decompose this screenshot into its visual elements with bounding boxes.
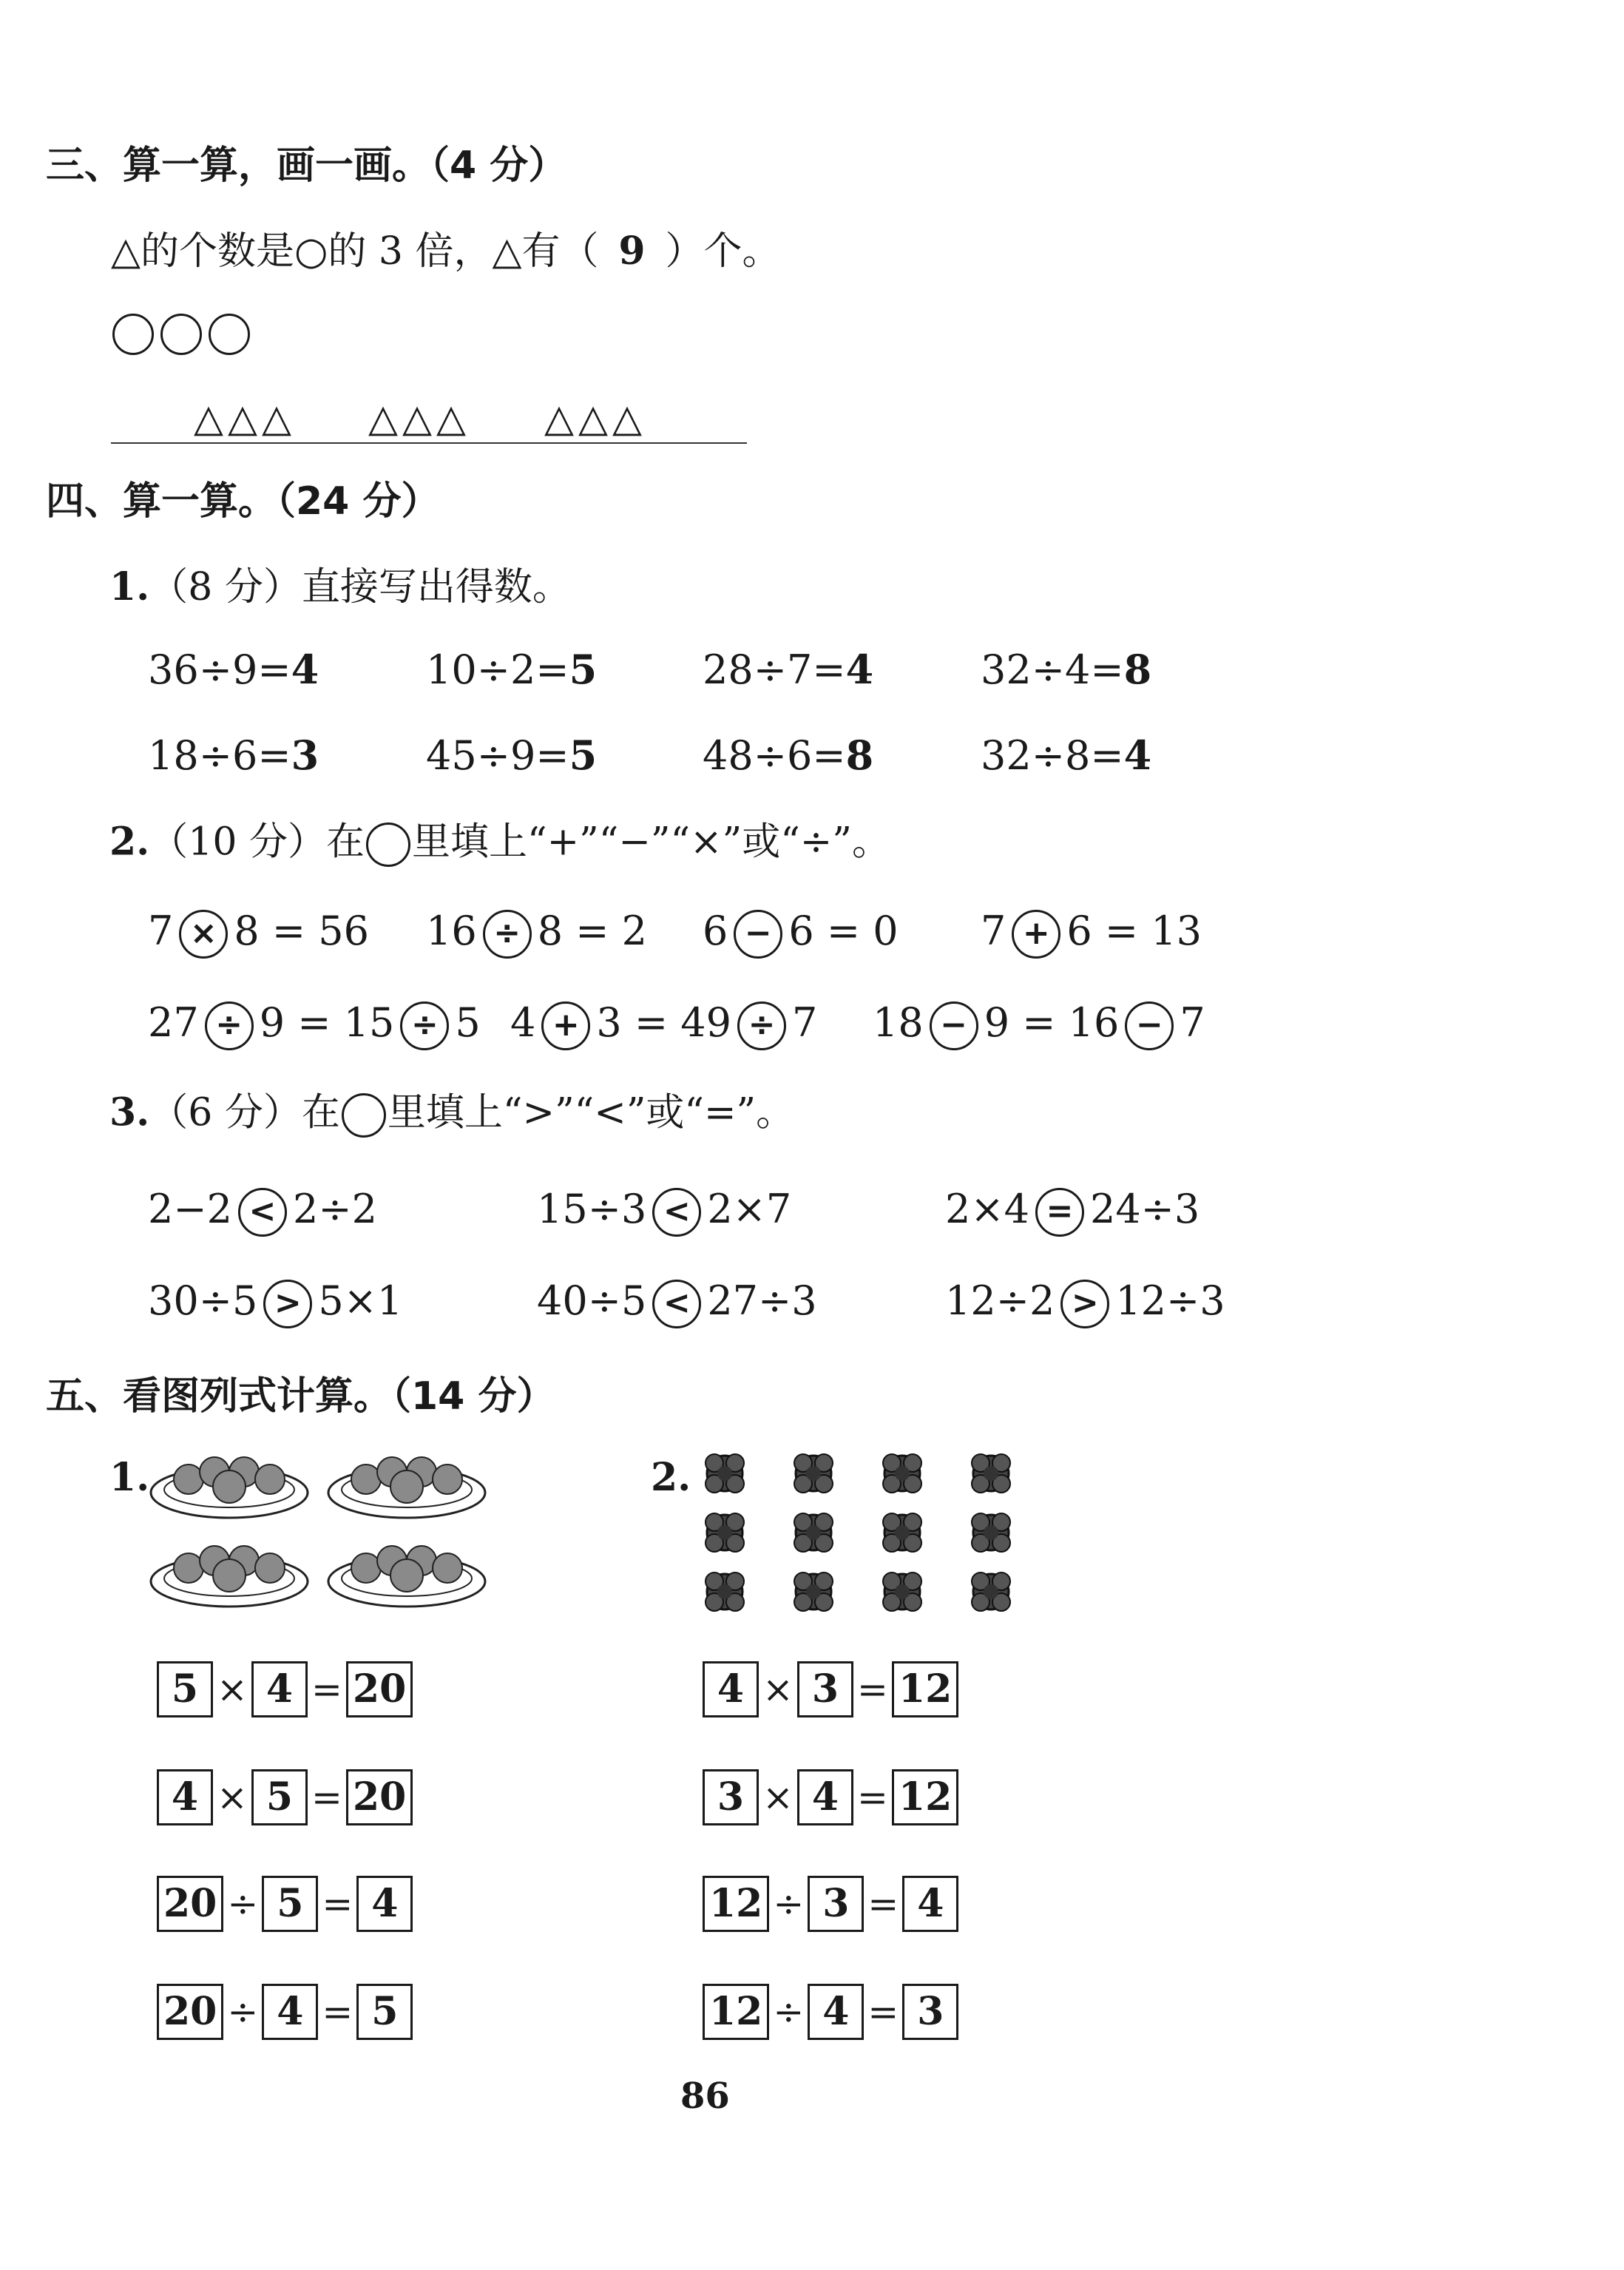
apple-plates-illustration bbox=[148, 1450, 495, 1620]
q2-heading: 2.（10 分）在 里填上“+”“−”“×”或“÷”。 bbox=[109, 822, 890, 867]
circle-shape bbox=[209, 314, 250, 355]
q1-row2-item4: 32÷8=4 bbox=[981, 732, 1152, 779]
operator-circle: ÷ bbox=[483, 910, 532, 959]
q3-row2-item3: 12÷2 > 12÷3 bbox=[945, 1280, 1225, 1328]
empty-circle-icon bbox=[366, 822, 410, 867]
p2-eq3: 12 ÷ 3 = 4 bbox=[703, 1876, 958, 1932]
sec3-triangle-group-2: △△△ bbox=[368, 396, 470, 441]
operator-circle: ÷ bbox=[205, 1001, 254, 1050]
p1-eq3: 20 ÷ 5 = 4 bbox=[157, 1876, 413, 1932]
circle-shape bbox=[112, 314, 154, 355]
p2-label: 2. bbox=[651, 1455, 691, 1500]
page-number: 86 bbox=[680, 2075, 730, 2117]
operator-circle: ÷ bbox=[737, 1001, 786, 1050]
empty-circle-icon bbox=[342, 1093, 386, 1138]
p2-eq1: 4 × 3 = 12 bbox=[703, 1661, 958, 1717]
sec3-text-pre: △的个数是○的 3 倍，△有（ bbox=[111, 229, 599, 274]
q3-row1-item2: 15÷3 < 2×7 bbox=[537, 1188, 791, 1237]
q2-row2-item2: 4 + 3 = 49 ÷ 7 bbox=[510, 1001, 817, 1050]
q2-label: 2. bbox=[109, 819, 150, 865]
q1-row1-item2: 10÷2=5 bbox=[426, 646, 598, 693]
q2-row1-item4: 7 + 6 = 13 bbox=[981, 910, 1202, 959]
plate-with-apples bbox=[328, 1546, 485, 1607]
compare-circle: < bbox=[652, 1188, 701, 1237]
sec3-draw-line bbox=[111, 442, 747, 444]
q3-row2-item2: 40÷5 < 27÷3 bbox=[537, 1280, 817, 1328]
q1-row1-item1: 36÷9=4 bbox=[148, 646, 319, 693]
flowers-illustration bbox=[688, 1451, 1013, 1621]
section4-title: 四、算一算。（24 分） bbox=[46, 479, 440, 524]
operator-circle: ÷ bbox=[400, 1001, 449, 1050]
operator-circle: − bbox=[1125, 1001, 1174, 1050]
operator-circle: − bbox=[734, 910, 782, 959]
q3-heading: 3.（6 分）在 里填上“>”“<”或“=”。 bbox=[109, 1093, 794, 1138]
q2-row1-item2: 16 ÷ 8 = 2 bbox=[426, 910, 647, 959]
compare-circle: > bbox=[263, 1280, 312, 1328]
q2-row2-item1: 27 ÷ 9 = 15 ÷ 5 bbox=[148, 1001, 481, 1050]
compare-circle: > bbox=[1060, 1280, 1109, 1328]
q1-label: 1. bbox=[109, 564, 150, 609]
compare-circle: = bbox=[1035, 1188, 1084, 1237]
q2-row2-item3: 18 − 9 = 16 − 7 bbox=[873, 1001, 1205, 1050]
sec3-text-post: ）个。 bbox=[665, 229, 781, 274]
section5-title: 五、看图列式计算。（14 分） bbox=[46, 1374, 555, 1419]
operator-circle: + bbox=[1012, 910, 1060, 959]
q1-row1-item4: 32÷4=8 bbox=[981, 646, 1152, 693]
q1-row2-item3: 48÷6=8 bbox=[703, 732, 874, 779]
plate-with-apples bbox=[151, 1457, 308, 1518]
operator-circle: + bbox=[541, 1001, 590, 1050]
p1-eq2: 4 × 5 = 20 bbox=[157, 1769, 413, 1825]
plate-with-apples bbox=[328, 1457, 485, 1518]
q2-row1-item3: 6 − 6 = 0 bbox=[703, 910, 899, 959]
p2-eq2: 3 × 4 = 12 bbox=[703, 1769, 958, 1825]
q1-row2-item1: 18÷6=3 bbox=[148, 732, 319, 779]
operator-circle: − bbox=[930, 1001, 978, 1050]
p1-eq1: 5 × 4 = 20 bbox=[157, 1661, 413, 1717]
q3-row1-item3: 2×4 = 24÷3 bbox=[945, 1188, 1200, 1237]
q1-text: （8 分）直接写出得数。 bbox=[149, 565, 571, 609]
q1-heading bbox=[109, 564, 571, 609]
sec3-answer: 9 bbox=[618, 229, 646, 274]
p1-label: 1. bbox=[109, 1455, 150, 1500]
operator-circle: × bbox=[179, 910, 228, 959]
plate-with-apples bbox=[151, 1546, 308, 1607]
q1-row2-item2: 45÷9=5 bbox=[426, 732, 598, 779]
compare-circle: < bbox=[238, 1188, 287, 1237]
sec3-triangle-group-1: △△△ bbox=[194, 396, 296, 441]
compare-circle: < bbox=[652, 1280, 701, 1328]
p2-eq4: 12 ÷ 4 = 3 bbox=[703, 1984, 958, 2040]
sec3-question-line bbox=[111, 229, 781, 274]
q2-row1-item1: 7 × 8 = 56 bbox=[148, 910, 369, 959]
p1-eq4: 20 ÷ 4 = 5 bbox=[157, 1984, 413, 2040]
sec3-circles bbox=[111, 314, 251, 355]
section3-title: 三、算一算，画一画。（4 分） bbox=[46, 143, 567, 188]
q3-label: 3. bbox=[109, 1090, 150, 1135]
circle-shape bbox=[160, 314, 202, 355]
q3-row1-item1: 2−2 < 2÷2 bbox=[148, 1188, 377, 1237]
sec3-triangle-group-3: △△△ bbox=[544, 396, 646, 441]
q3-row2-item1: 30÷5 > 5×1 bbox=[148, 1280, 402, 1328]
q1-row1-item3: 28÷7=4 bbox=[703, 646, 874, 693]
